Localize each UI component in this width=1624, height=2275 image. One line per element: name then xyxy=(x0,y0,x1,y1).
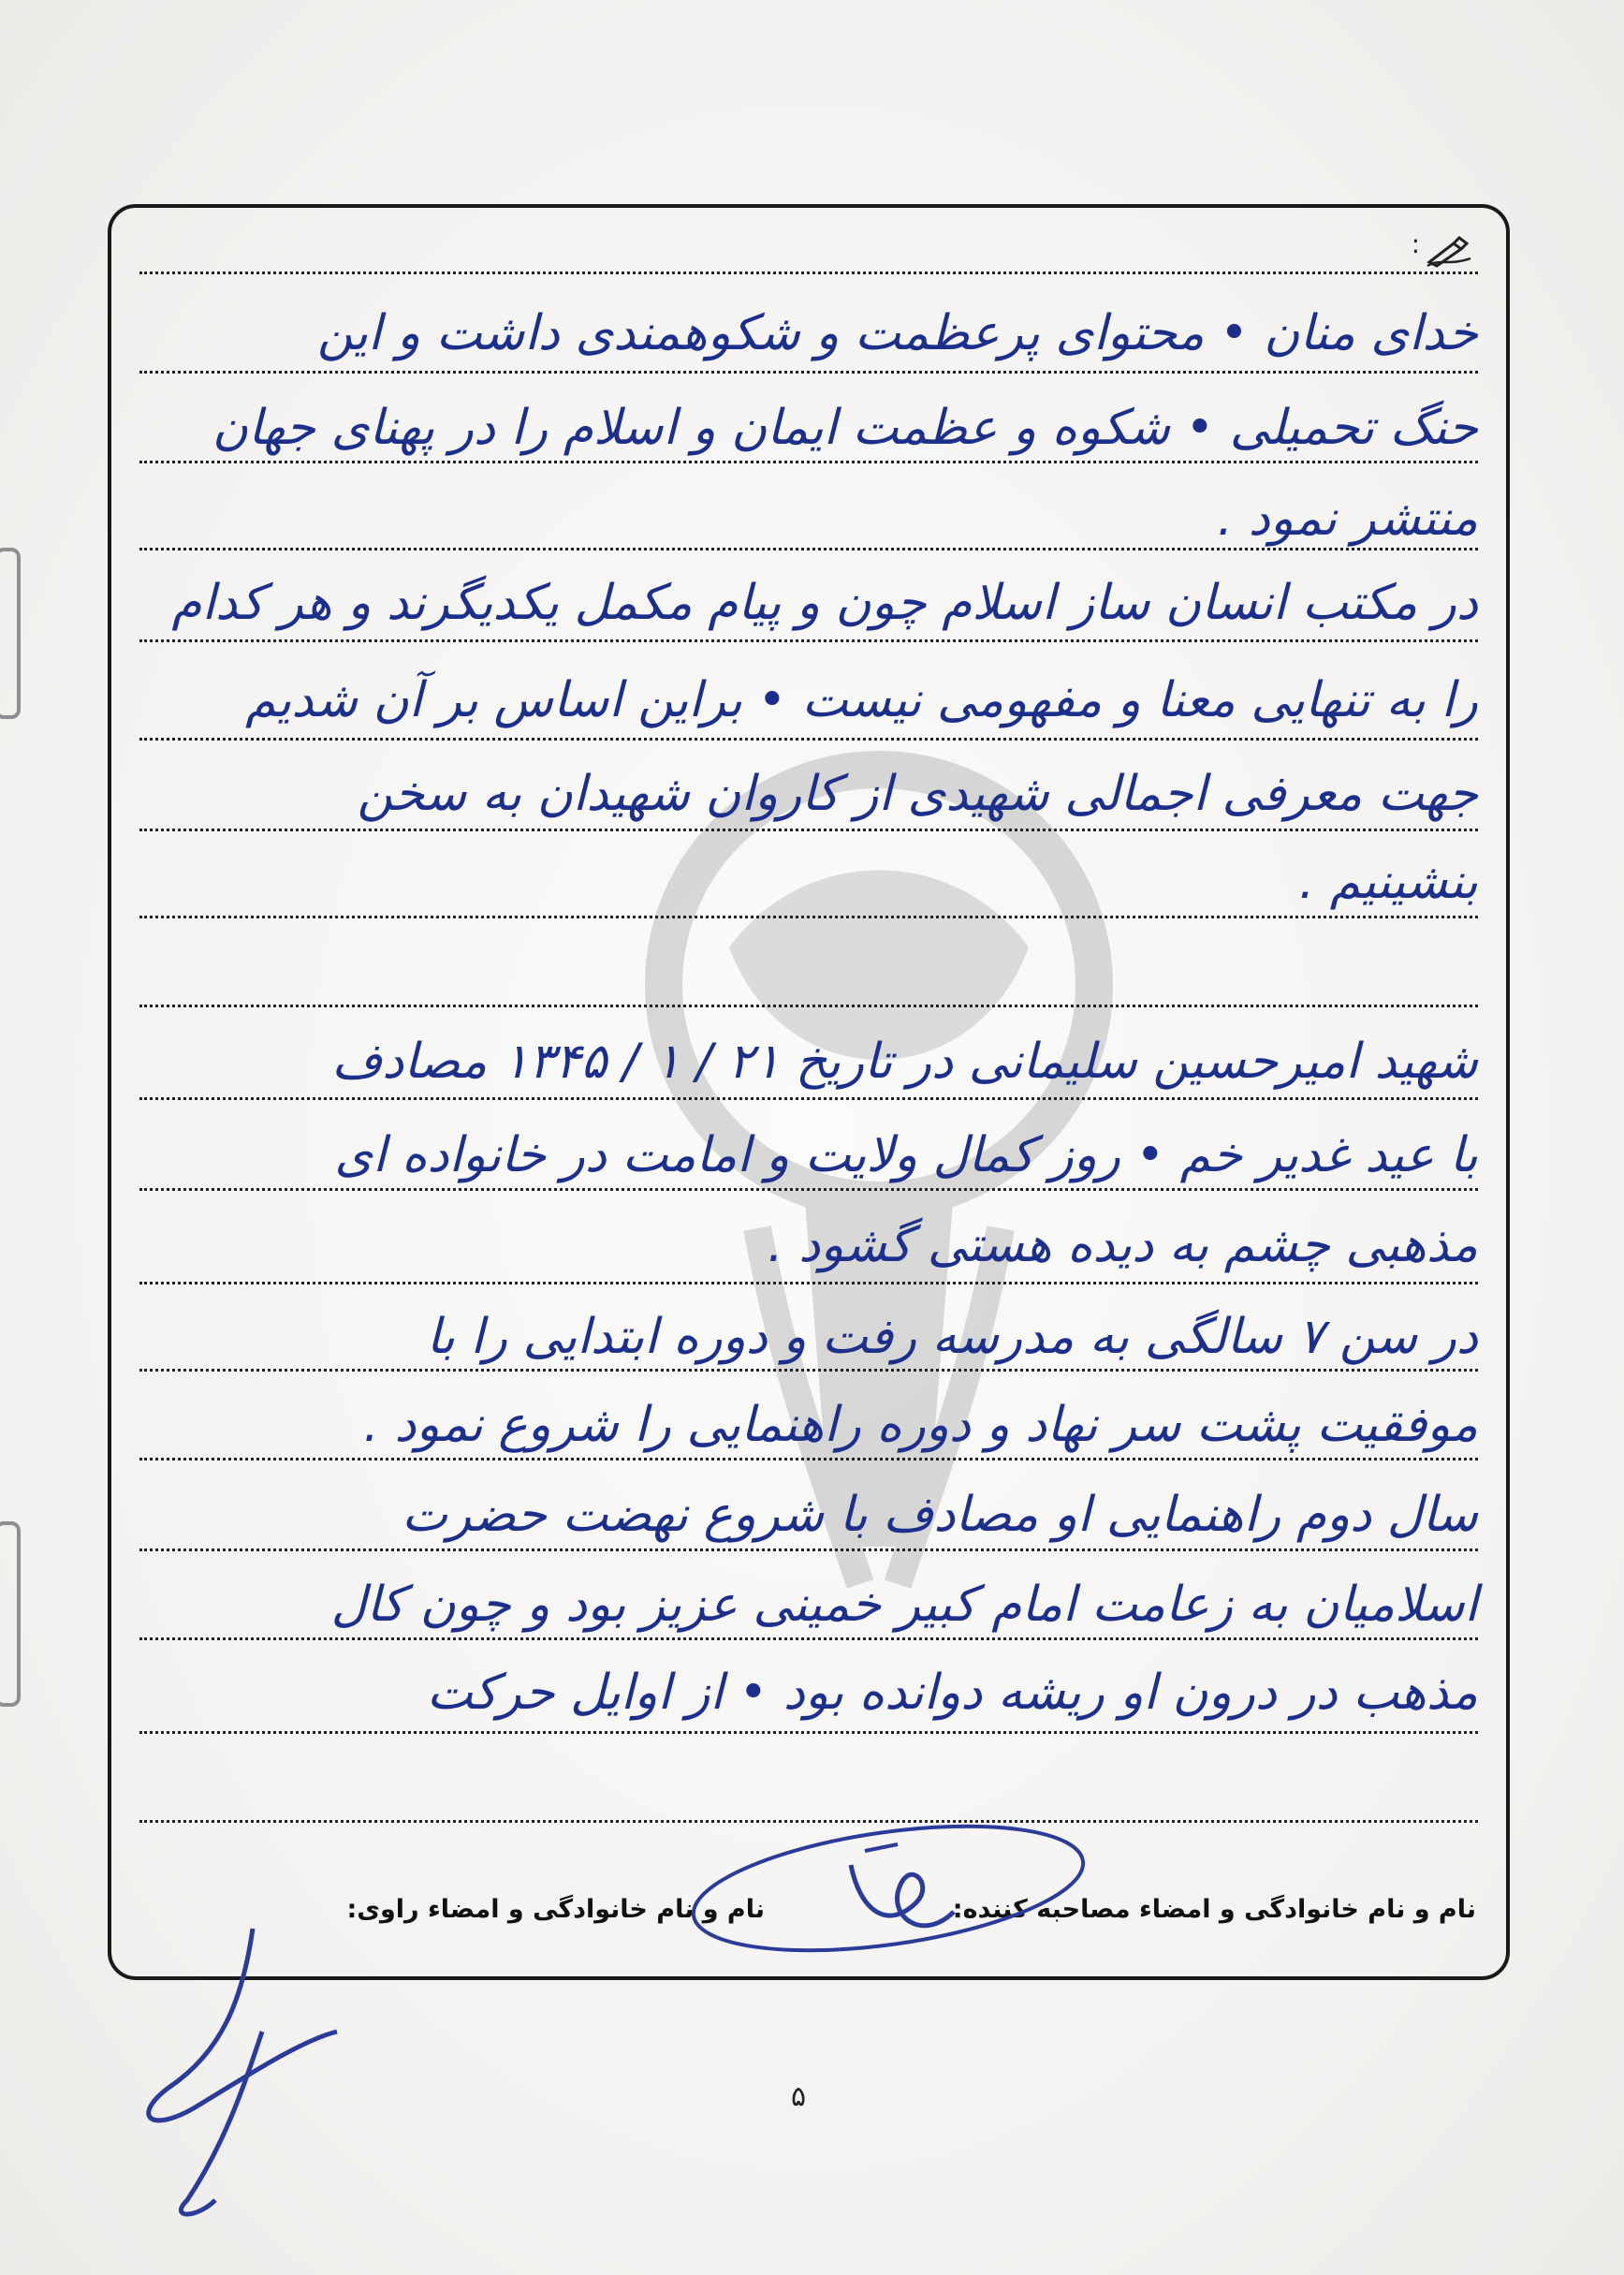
handwritten-line: شهید امیرحسین سلیمانی در تاریخ ۲۱ / ۱ / ۱۳۴۵ مصادف xyxy=(331,1034,1478,1090)
handwritten-line: را به تنهایی معنا و مفهومی نیست • براین اساس بر آن شدیم xyxy=(245,672,1478,728)
handwritten-line: در سن ۷ سالگی به مدرسه رفت و دوره ابتدایی را با xyxy=(426,1309,1478,1365)
handwritten-line: با عید غدیر خم • روز کمال ولایت و امامت در خانواده ای xyxy=(334,1127,1478,1183)
ruled-line xyxy=(139,461,1478,463)
ruled-line xyxy=(139,1637,1478,1640)
handwritten-line: اسلامیان به زعامت امام کبیر خمینی عزیز بود و چون کال xyxy=(330,1577,1478,1633)
ruled-line xyxy=(139,548,1478,550)
ruled-line xyxy=(139,916,1478,918)
handwritten-line: جهت معرفی اجمالی شهیدی از کاروان شهیدان به سخن xyxy=(357,766,1478,822)
handwritten-line: موفقیت پشت سر نهاد و دوره راهنمایی را شروع نمود . xyxy=(363,1397,1478,1453)
ruled-line xyxy=(139,829,1478,831)
narrator-signature-label: نام و نام خانوادگی و امضاء راوی: xyxy=(346,1895,765,1924)
ruled-line xyxy=(139,738,1478,741)
ruled-line xyxy=(139,1458,1478,1460)
ruled-line xyxy=(139,1369,1478,1372)
ruled-line xyxy=(139,1820,1478,1823)
handwritten-line: در مکتب انسان ساز اسلام چون و پیام مکمل یکدیگرند و هر کدام xyxy=(171,575,1478,631)
handwritten-line: مذهبی چشم به دیده هستی گشود . xyxy=(768,1217,1478,1273)
handwritten-line: بنشینیم . xyxy=(1298,854,1478,910)
handwritten-line: خدای منان • محتوای پرعظمت و شکوهمندی داشت و این xyxy=(317,305,1478,361)
binding-clip-top xyxy=(0,548,21,719)
binding-clip-bottom xyxy=(0,1521,21,1707)
ruled-line xyxy=(139,1282,1478,1284)
handwritten-line: منتشر نمود . xyxy=(1217,491,1478,547)
ruled-line xyxy=(139,1548,1478,1551)
ruled-line xyxy=(139,639,1478,642)
writing-frame xyxy=(108,204,1510,1980)
handwritten-line: سال دوم راهنمایی او مصادف با شروع نهضت حضرت xyxy=(402,1487,1478,1543)
colon-mark: : xyxy=(1411,228,1420,259)
ruled-line xyxy=(139,1188,1478,1191)
ruled-line xyxy=(139,272,1478,274)
ruled-line xyxy=(139,1097,1478,1100)
ruled-line xyxy=(139,371,1478,374)
handwritten-line: حنگ تحمیلی • شکوه و عظمت ایمان و اسلام را در پهنای جهان xyxy=(212,400,1478,456)
interviewer-signature-label: نام و نام خانوادگی و امضاء مصاحبه کننده: xyxy=(952,1895,1476,1924)
page-number: ۵ xyxy=(791,2080,807,2113)
ruled-line xyxy=(139,1731,1478,1734)
ruled-line xyxy=(139,1005,1478,1007)
handwritten-line: مذهب در درون او ریشه دوانده بود • از اوایل حرکت xyxy=(426,1665,1478,1721)
